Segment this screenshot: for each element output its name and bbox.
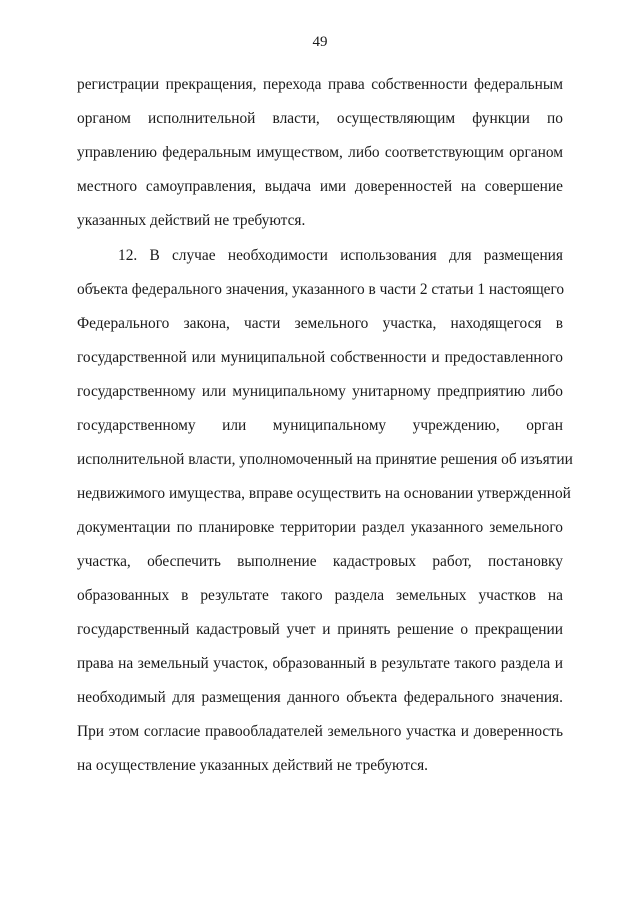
- text-line: государственному или муниципальному унитарному предприятию либо: [77, 383, 563, 400]
- text-line: исполнительной власти, уполномоченный на принятие решения об изъятии: [77, 451, 573, 468]
- text-line: участка, обеспечить выполнение кадастровых работ, постановку: [77, 553, 563, 570]
- text-line: регистрации прекращения, перехода права собственности федеральным: [77, 76, 563, 93]
- text-line: 12. В случае необходимости использования для размещения: [118, 247, 563, 264]
- text-line: государственный кадастровый учет и принять решение о прекращении: [77, 621, 563, 638]
- text-line: указанных действий не требуются.: [77, 212, 306, 229]
- text-line: объекта федерального значения, указанного в части 2 статьи 1 настоящего: [77, 281, 565, 298]
- text-line: недвижимого имущества, вправе осуществить на основании утвержденной: [77, 485, 571, 502]
- text-line: образованных в результате такого раздела земельных участков на: [77, 587, 563, 604]
- text-line: органом исполнительной власти, осуществляющим функции по: [77, 110, 563, 127]
- text-line: управлению федеральным имуществом, либо соответствующим органом: [77, 144, 563, 161]
- text-line: документации по планировке территории раздел указанного земельного: [77, 519, 563, 536]
- text-line: права на земельный участок, образованный в результате такого раздела и: [77, 655, 563, 672]
- text-line: государственному или муниципальному учреждению, орган: [77, 417, 563, 434]
- page-number: 49: [312, 34, 328, 50]
- text-line: Федерального закона, части земельного участка, находящегося в: [77, 315, 563, 332]
- text-line: местного самоуправления, выдача ими доверенностей на совершение: [77, 178, 563, 195]
- text-line: на осуществление указанных действий не требуются.: [77, 757, 429, 774]
- text-line: необходимый для размещения данного объекта федерального значения.: [77, 689, 563, 706]
- text-line: государственной или муниципальной собственности и предоставленного: [77, 349, 563, 366]
- text-line: При этом согласие правообладателей земельного участка и доверенность: [77, 723, 563, 740]
